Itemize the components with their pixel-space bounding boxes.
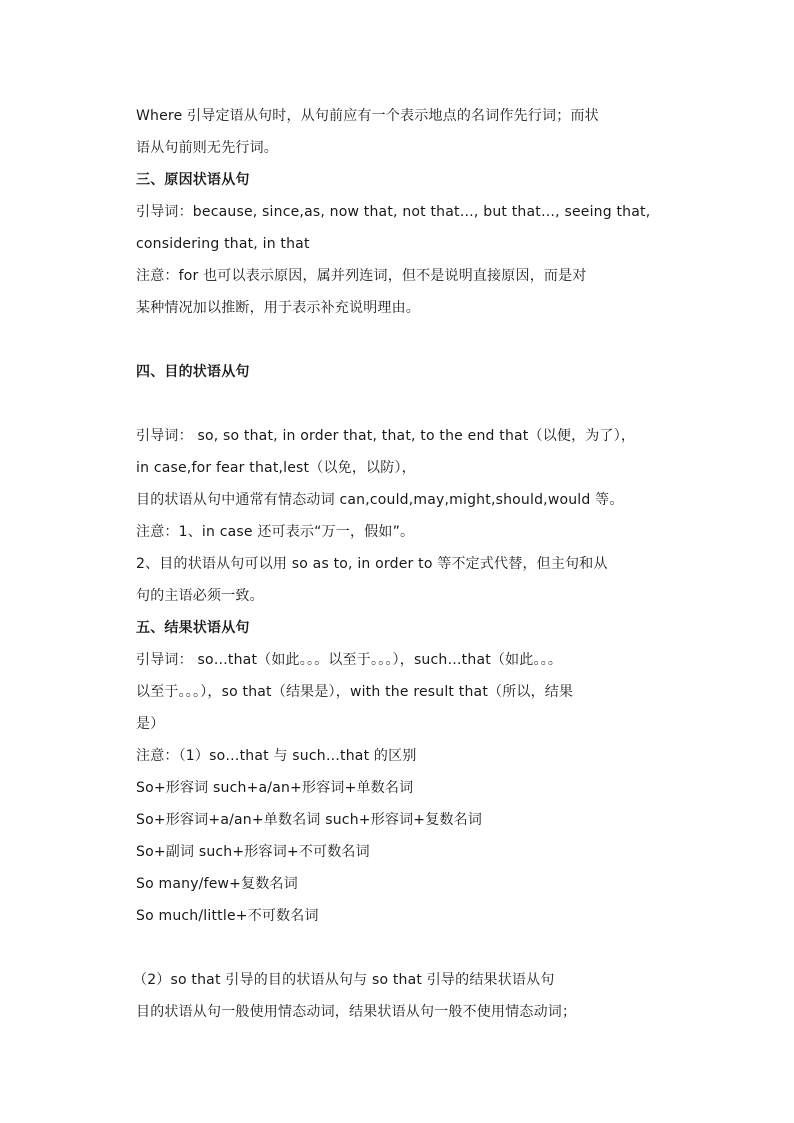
paragraph-line: 2、目的状语从句可以用 so as to, in order to 等不定式代替，但主句和从 [136,556,608,572]
paragraph-line: 引导词：because, since,as, now that, not that…, but that…, seeing that, [136,204,651,220]
paragraph-line: 是） [136,716,165,732]
section-heading-result: 五、结果状语从句 [136,620,250,636]
paragraph-line: 某种情况加以推断，用于表示补充说明理由。 [136,300,420,316]
paragraph-line: 目的状语从句一般使用情态动词，结果状语从句一般不使用情态动词； [136,1004,577,1020]
paragraph-line: considering that, in that [136,236,310,252]
paragraph-line: So many/few+复数名词 [136,876,298,892]
section-heading-purpose: 四、目的状语从句 [136,364,250,380]
paragraph-line: So+形容词+a/an+单数名词 such+形容词+复数名词 [136,812,483,828]
paragraph-line: 以至于。。。），so that（结果是），with the result that（所以，结果 [136,684,574,700]
paragraph-line: 注意：1、in case 还可表示“万一，假如”。 [136,524,415,540]
paragraph-line: So+副词 such+形容词+不可数名词 [136,844,370,860]
paragraph-line: 注意：（1）so…that 与 such…that 的区别 [136,748,417,764]
paragraph-line: 语从句前则无先行词。 [136,140,278,156]
paragraph-line: 目的状语从句中通常有情态动词 can,could,may,might,should,would 等。 [136,492,624,508]
paragraph-line: 引导词： so, so that, in order that, that, to the end that（以便，为了）， [136,428,636,444]
paragraph-line: （2）so that 引导的目的状语从句与 so that 引导的结果状语从句 [133,972,555,988]
paragraph-line: So+形容词 such+a/an+形容词+单数名词 [136,780,414,796]
paragraph-line: So much/little+不可数名词 [136,908,319,924]
paragraph-line: Where 引导定语从句时，从句前应有一个表示地点的名词作先行词；而状 [136,108,599,124]
paragraph-line: 引导词： so…that（如此。。。以至于。。。），such…that（如此。。。 [136,652,563,668]
paragraph-line: in case,for fear that,lest（以免，以防）， [136,460,416,476]
paragraph-line: 句的主语必须一致。 [136,588,264,604]
paragraph-line: 注意：for 也可以表示原因，属并列连词，但不是说明直接原因，而是对 [136,268,587,284]
section-heading-reason: 三、原因状语从句 [136,172,250,188]
